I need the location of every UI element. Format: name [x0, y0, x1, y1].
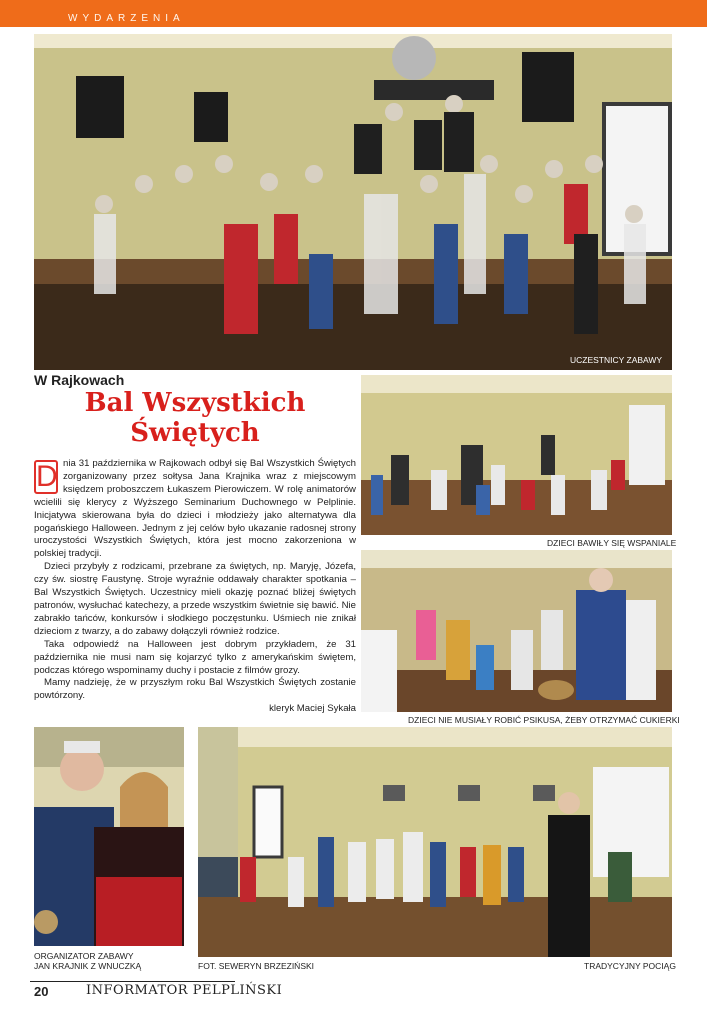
- article-title-line2: Świętych: [130, 418, 260, 448]
- article-paragraph: Dzieci przybyły z rodzicami, przebrane za świętych, np. Maryję, Józefa, czy św. siostrę Faustynę. Stroje wyraźnie oddawały charakter spotkania – Bal Wszystkich Świętych. Uczestnicy mieli okazję poznać bliżej świętych patronów, wysłuchać katechezy, a przede wszystkim świetnie się bawić. Nie zabrakło tańców, konkursów i słodkiego poczęstunku. Uśmiech nie znikał dzieciom z twarzy, a do zabawy dołączyli również rodzice.: [34, 561, 356, 637]
- photo-organizer: [34, 727, 184, 946]
- dropcap-letter: D: [36, 460, 58, 493]
- article-body: [34, 458, 356, 716]
- caption-participants: UCZESTNICY ZABAWY: [570, 355, 663, 365]
- article-title: [34, 388, 356, 448]
- photo-participants: [34, 34, 672, 370]
- article-paragraph: Taka odpowiedź na Halloween jest dobrym przykładem, że 31 października nie musi nam się kojarzyć tylko z amerykańskim świętem, podczas którego wspominamy duchy i postacie z filmów grozy.: [34, 638, 356, 676]
- caption-photo-credit: FOT. SEWERYN BRZEZIŃSKI: [198, 961, 315, 971]
- caption-dancing: DZIECI BAWIŁY SIĘ WSPANIALE: [547, 538, 677, 548]
- page-number: 20: [34, 984, 49, 999]
- article-signature: kleryk Maciej Sykała: [269, 703, 356, 715]
- caption-organizer-line2: JAN KRAJNIK Z WNUCZKĄ: [34, 961, 142, 971]
- footer-rule: [30, 981, 235, 982]
- caption-organizer-line1: ORGANIZATOR ZABAWY: [34, 951, 134, 961]
- article-kicker: W Rajkowach: [34, 372, 125, 388]
- caption-candy: DZIECI NIE MUSIAŁY ROBIĆ PSIKUSA, ŻEBY OTRZYMAĆ CUKIERKI: [408, 715, 680, 725]
- photo-candy: [361, 550, 672, 712]
- article-paragraph: Mamy nadzieję, że w przyszłym roku Bal Wszystkich Świętych zostanie powtórzony.: [34, 677, 356, 702]
- section-header-bar: [0, 0, 707, 27]
- caption-train: TRADYCYJNY POCIĄG: [584, 961, 676, 971]
- article-title-line1: Bal Wszystkich: [84, 388, 306, 418]
- article-paragraph: nia 31 października w Rajkowach odbył się Bal Wszystkich Świętych zorganizowany przez sołtysa Jana Krajnika wraz z miejscowym księdzem proboszczem Łukaszem Pierowiczem. W rolę animatorów wcielili się klerycy z Wyższego Seminarium Duchownego w Pelplinie. Inicjatywa skierowana była do dzieci i młodzieży jako alternatywa dla pogańskiego Halloween. Jednym z jej celów było ukazanie radosnej strony uroczystości Wszystkich Świętych, która jest mocno zakorzeniona w polskiej tradycji.: [34, 458, 356, 560]
- magazine-name: INFORMATOR PELPLIŃSKI: [86, 983, 283, 998]
- section-label: WYDARZENIA: [68, 13, 185, 24]
- photo-dancing: [361, 375, 672, 535]
- photo-train: [198, 727, 672, 957]
